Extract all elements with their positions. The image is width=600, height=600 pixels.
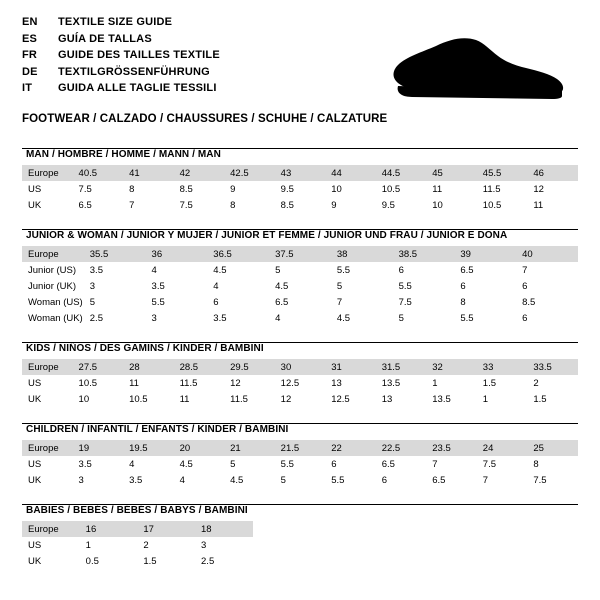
cell: 24 [477,440,528,456]
cell: 40.5 [73,165,124,181]
row-label: Junior (US) [22,262,84,278]
cell: 1 [80,537,138,553]
cell: 6 [207,294,269,310]
row-label: UK [22,472,73,488]
cell: 8.5 [174,181,225,197]
size-table-kids [22,359,578,407]
cell: 1 [477,391,528,407]
table-row [22,456,578,472]
section-kids [22,342,578,407]
cell: 8 [527,456,578,472]
cell: 8 [454,294,516,310]
cell: 4.5 [207,262,269,278]
cell: 5.5 [331,262,393,278]
cell: 4 [269,310,331,326]
cell: 5 [331,278,393,294]
table-row [22,181,578,197]
cell: 20 [174,440,225,456]
table-row [22,246,578,262]
cell: 10.5 [73,375,124,391]
cell: 11 [123,375,174,391]
row-label: Europe [22,359,73,375]
cell: 10 [73,391,124,407]
cell: 4 [123,456,174,472]
cell: 11 [426,181,477,197]
row-label: Europe [22,165,73,181]
cell: 6 [325,456,376,472]
cell: 5.5 [146,294,208,310]
cell: 12.5 [275,375,326,391]
cell: 1.5 [527,391,578,407]
footwear-subtitle: FOOTWEAR / CALZADO / CHAUSSURES / SCHUHE / CALZATURE [22,112,388,125]
row-label: UK [22,197,73,213]
cell: 13.5 [426,391,477,407]
cell: 9 [325,197,376,213]
cell: 10.5 [477,197,528,213]
cell: 30 [275,359,326,375]
cell: 33 [477,359,528,375]
cell: 22.5 [376,440,427,456]
row-label: US [22,456,73,472]
cell: 6.5 [73,197,124,213]
cell: 8.5 [275,197,326,213]
cell: 1 [426,375,477,391]
cell: 7.5 [73,181,124,197]
row-label: US [22,537,80,553]
section-title: JUNIOR & WOMAN / JUNIOR Y MUJER / JUNIOR ET FEMME / JUNIOR UND FRAU / JUNIOR E DONA [26,230,508,241]
table-row [22,294,578,310]
cell: 43 [275,165,326,181]
cell: 4.5 [331,310,393,326]
cell: 23.5 [426,440,477,456]
size-table-junior-woman [22,246,578,326]
cell: 10.5 [123,391,174,407]
cell: 6.5 [426,472,477,488]
section-title: KIDS / NIÑOS / DES GAMINS / KINDER / BAMBINI [26,343,264,354]
cell: 7 [331,294,393,310]
cell: 5 [224,456,275,472]
section-children [22,423,578,488]
table-row [22,391,578,407]
cell: 12 [527,181,578,197]
cell: 7.5 [393,294,455,310]
cell: 12 [275,391,326,407]
table-row [22,310,578,326]
cell: 27.5 [73,359,124,375]
cell: 4.5 [174,456,225,472]
cell: 25 [527,440,578,456]
table-row [22,375,578,391]
table-row [22,197,578,213]
cell: 5 [393,310,455,326]
cell: 1.5 [137,553,195,569]
language-code: ES [22,32,38,45]
row-label: Europe [22,440,73,456]
size-table-man [22,165,578,213]
cell: 5 [84,294,146,310]
cell: 16 [80,521,138,537]
cell: 6 [516,278,578,294]
cell: 21 [224,440,275,456]
cell: 3.5 [84,262,146,278]
cell: 4.5 [224,472,275,488]
cell: 8.5 [516,294,578,310]
cell: 6.5 [376,456,427,472]
section-title: BABIES / BEBÉS / BÉBÉS / BABYS / BAMBINI [26,505,248,516]
size-table-children [22,440,578,488]
language-title: TEXTILGRÖSSENFÜHRUNG [58,65,210,78]
row-label: Woman (UK) [22,310,84,326]
cell: 5.5 [275,456,326,472]
cell: 3.5 [123,472,174,488]
cell: 45.5 [477,165,528,181]
table-row [22,521,253,537]
cell: 13.5 [376,375,427,391]
cell: 44 [325,165,376,181]
row-label: UK [22,553,80,569]
cell: 2 [527,375,578,391]
cell: 5 [275,472,326,488]
cell: 10 [325,181,376,197]
row-label: US [22,375,73,391]
cell: 36.5 [207,246,269,262]
cell: 18 [195,521,253,537]
cell: 42.5 [224,165,275,181]
cell: 31.5 [376,359,427,375]
cell: 11.5 [174,375,225,391]
table-row [22,262,578,278]
cell: 33.5 [527,359,578,375]
cell: 10 [426,197,477,213]
cell: 28 [123,359,174,375]
cell: 3.5 [207,310,269,326]
section-title: MAN / HOMBRE / HOMME / MANN / MAN [26,149,221,160]
table-row [22,537,253,553]
row-label: UK [22,391,73,407]
cell: 17 [137,521,195,537]
cell: 5.5 [325,472,376,488]
language-title: GUÍA DE TALLAS [58,32,152,45]
cell: 4 [146,262,208,278]
cell: 22 [325,440,376,456]
language-code: FR [22,49,38,61]
cell: 35.5 [84,246,146,262]
table-row [22,165,578,181]
cell: 8 [123,181,174,197]
cell: 3 [84,278,146,294]
cell: 11.5 [224,391,275,407]
cell: 28.5 [174,359,225,375]
cell: 31 [325,359,376,375]
cell: 6 [516,310,578,326]
cell: 9.5 [376,197,427,213]
row-label: Europe [22,521,80,537]
cell: 6.5 [269,294,331,310]
cell: 32 [426,359,477,375]
cell: 41 [123,165,174,181]
cell: 5 [269,262,331,278]
cell: 39 [454,246,516,262]
row-label: US [22,181,73,197]
language-title: TEXTILE SIZE GUIDE [58,16,173,28]
cell: 10.5 [376,181,427,197]
cell: 36 [146,246,208,262]
cell: 38.5 [393,246,455,262]
cell: 7 [123,197,174,213]
cell: 7 [426,456,477,472]
dress-shoe-icon [372,30,572,104]
table-row [22,553,253,569]
cell: 6 [376,472,427,488]
cell: 3.5 [73,456,124,472]
cell: 0.5 [80,553,138,569]
cell: 5.5 [454,310,516,326]
cell: 19.5 [123,440,174,456]
cell: 9.5 [275,181,326,197]
cell: 11.5 [477,181,528,197]
cell: 7.5 [174,197,225,213]
cell: 46 [527,165,578,181]
language-code: IT [22,82,33,94]
cell: 21.5 [275,440,326,456]
language-code: EN [22,16,38,28]
cell: 2 [137,537,195,553]
section-junior-woman [22,229,578,326]
section-title: CHILDREN / INFANTIL / ENFANTS / KINDER / BAMBINI [26,424,289,435]
table-row [22,359,578,375]
cell: 12.5 [325,391,376,407]
row-label: Europe [22,246,84,262]
cell: 5.5 [393,278,455,294]
table-row [22,440,578,456]
section-man [22,148,578,213]
cell: 44.5 [376,165,427,181]
document-header [22,16,578,125]
cell: 3 [73,472,124,488]
cell: 42 [174,165,225,181]
cell: 6 [454,278,516,294]
cell: 9 [224,181,275,197]
cell: 2.5 [195,553,253,569]
cell: 7.5 [477,456,528,472]
cell: 7 [516,262,578,278]
cell: 4 [174,472,225,488]
cell: 11 [527,197,578,213]
cell: 3 [146,310,208,326]
row-label: Woman (US) [22,294,84,310]
row-label: Junior (UK) [22,278,84,294]
cell: 40 [516,246,578,262]
cell: 29.5 [224,359,275,375]
cell: 6.5 [454,262,516,278]
size-table-babies [22,521,253,569]
cell: 37.5 [269,246,331,262]
language-title: GUIDE DES TAILLES TEXTILE [58,49,220,61]
cell: 12 [224,375,275,391]
cell: 3.5 [146,278,208,294]
cell: 2.5 [84,310,146,326]
section-babies [22,504,578,569]
cell: 3 [195,537,253,553]
table-row [22,472,578,488]
cell: 13 [325,375,376,391]
cell: 13 [376,391,427,407]
cell: 45 [426,165,477,181]
cell: 6 [393,262,455,278]
cell: 4.5 [269,278,331,294]
cell: 8 [224,197,275,213]
table-row [22,278,578,294]
cell: 1.5 [477,375,528,391]
cell: 4 [207,278,269,294]
cell: 19 [73,440,124,456]
cell: 11 [174,391,225,407]
language-code: DE [22,65,38,78]
language-title: GUIDA ALLE TAGLIE TESSILI [58,82,217,94]
cell: 7.5 [527,472,578,488]
cell: 38 [331,246,393,262]
cell: 7 [477,472,528,488]
